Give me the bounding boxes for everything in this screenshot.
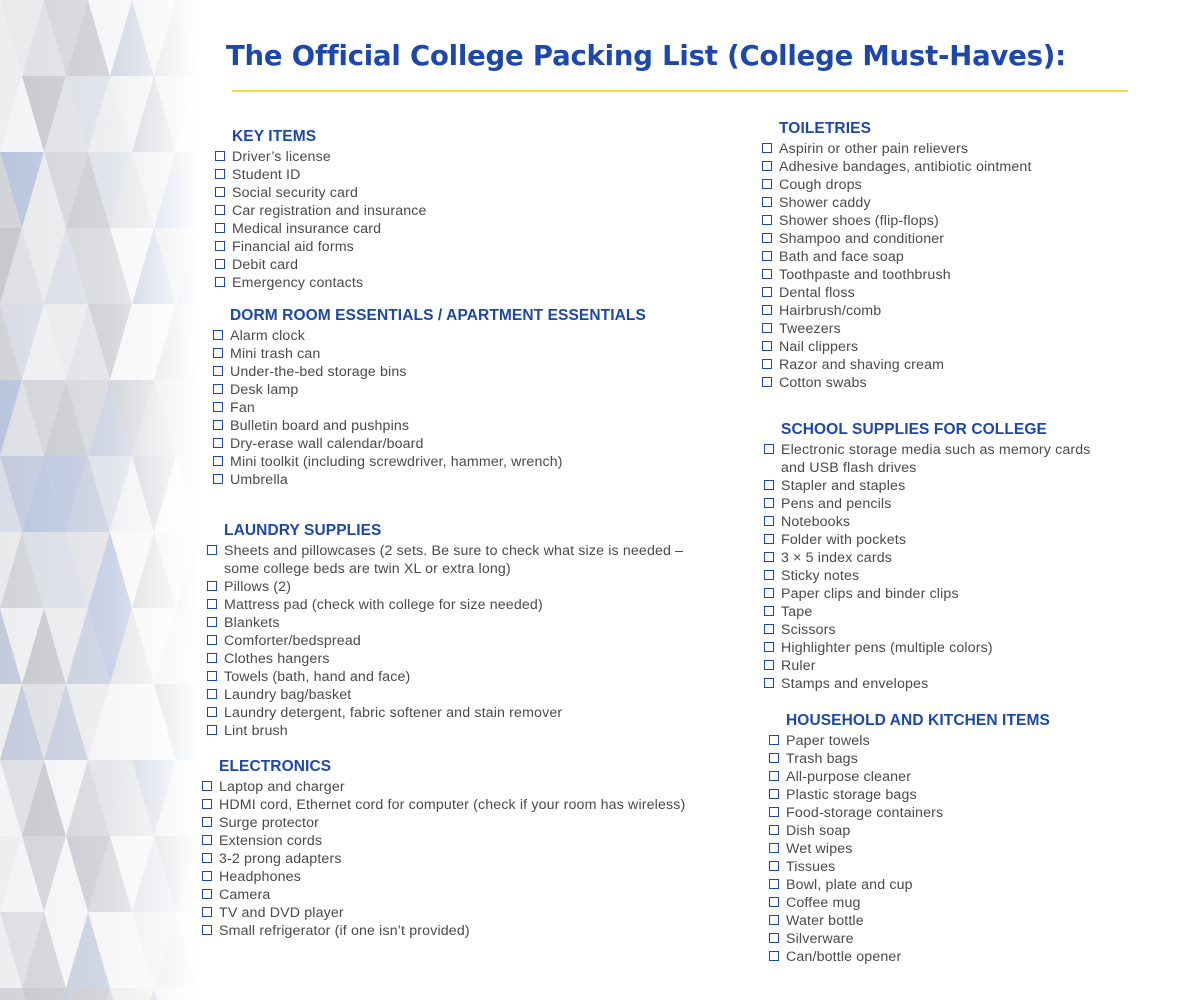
checklist-item bbox=[202, 922, 685, 940]
checklist-item-label: Toothpaste and toothbrush bbox=[779, 267, 951, 283]
checklist-item bbox=[769, 768, 1050, 786]
checklist-item bbox=[764, 639, 1091, 657]
checklist-item-label: Medical insurance card bbox=[232, 221, 382, 237]
checkbox[interactable] bbox=[769, 879, 779, 889]
checklist-item-label: Camera bbox=[219, 887, 271, 903]
checklist-item-label: Stapler and staples bbox=[781, 478, 906, 494]
checklist-item-label: Notebooks bbox=[781, 514, 851, 530]
checkbox[interactable] bbox=[764, 642, 774, 652]
checkbox[interactable] bbox=[762, 305, 772, 315]
checklist-item bbox=[762, 266, 1032, 284]
checkbox[interactable] bbox=[764, 606, 774, 616]
checklist-item bbox=[202, 778, 685, 796]
checklist-item-label: Laptop and charger bbox=[219, 779, 345, 795]
checklist-item bbox=[769, 786, 1050, 804]
checklist-item bbox=[213, 399, 646, 417]
checkbox[interactable] bbox=[213, 330, 223, 340]
checklist-item bbox=[215, 238, 427, 256]
checklist-item bbox=[762, 356, 1032, 374]
checklist-item bbox=[762, 158, 1032, 176]
checklist-item-label: Bowl, plate and cup bbox=[786, 877, 913, 893]
checkbox[interactable] bbox=[213, 438, 223, 448]
checkbox[interactable] bbox=[202, 817, 212, 827]
checkbox[interactable] bbox=[215, 151, 225, 161]
checklist-item-label: Highlighter pens (multiple colors) bbox=[781, 640, 993, 656]
checklist-item-label: Pens and pencils bbox=[781, 496, 892, 512]
checkbox[interactable] bbox=[762, 197, 772, 207]
checklist-item-label: 3 × 5 index cards bbox=[781, 550, 892, 566]
checklist-item bbox=[764, 441, 1091, 459]
checkbox[interactable] bbox=[762, 269, 772, 279]
checklist-item-label: Towels (bath, hand and face) bbox=[224, 669, 411, 685]
checklist bbox=[202, 778, 685, 940]
checklist-item bbox=[207, 578, 683, 596]
checkbox[interactable] bbox=[764, 552, 774, 562]
checkbox[interactable] bbox=[207, 653, 217, 663]
checklist-item-label: Dry-erase wall calendar/board bbox=[230, 436, 424, 452]
checklist-item-label: Under-the-bed storage bins bbox=[230, 364, 407, 380]
checklist-item-label: Ruler bbox=[781, 658, 816, 674]
checklist-item bbox=[762, 302, 1032, 320]
checklist-item bbox=[769, 876, 1050, 894]
checklist-item-label: Paper towels bbox=[786, 733, 870, 749]
checklist-item bbox=[762, 140, 1032, 158]
checkbox[interactable] bbox=[213, 420, 223, 430]
checklist-item bbox=[762, 248, 1032, 266]
checkbox[interactable] bbox=[764, 570, 774, 580]
checklist-item bbox=[215, 166, 427, 184]
checkbox[interactable] bbox=[202, 853, 212, 863]
checkbox[interactable] bbox=[769, 825, 779, 835]
checklist-item bbox=[202, 868, 685, 886]
checkbox[interactable] bbox=[762, 215, 772, 225]
checklist-item bbox=[213, 381, 646, 399]
section-heading: ELECTRONICS bbox=[219, 758, 332, 775]
checklist-item bbox=[762, 212, 1032, 230]
checklist-item-label: Lint brush bbox=[224, 723, 288, 739]
checkbox[interactable] bbox=[202, 925, 212, 935]
checklist-item-label: Shower shoes (flip-flops) bbox=[779, 213, 939, 229]
checkbox[interactable] bbox=[207, 725, 217, 735]
checkbox[interactable] bbox=[764, 498, 774, 508]
checklist-item-label: Wet wipes bbox=[786, 841, 853, 857]
section-household-kitchen bbox=[769, 710, 1050, 966]
checklist-item bbox=[207, 542, 683, 560]
checklist-item bbox=[764, 513, 1091, 531]
checklist-item-label: Stamps and envelopes bbox=[781, 676, 929, 692]
checklist-item-label: Cotton swabs bbox=[779, 375, 867, 391]
checklist-item bbox=[762, 176, 1032, 194]
checklist-item bbox=[769, 750, 1050, 768]
checkbox[interactable] bbox=[762, 233, 772, 243]
checklist bbox=[762, 140, 1032, 392]
checklist-item bbox=[762, 338, 1032, 356]
checklist-item-label: Headphones bbox=[219, 869, 301, 885]
checkbox[interactable] bbox=[762, 323, 772, 333]
checkbox[interactable] bbox=[213, 366, 223, 376]
checklist-item-label: Laundry detergent, fabric softener and stain remover bbox=[224, 705, 563, 721]
checkbox[interactable] bbox=[202, 781, 212, 791]
checklist-item bbox=[764, 531, 1091, 549]
checklist-item-label: Shampoo and conditioner bbox=[779, 231, 945, 247]
checklist-item bbox=[215, 202, 427, 220]
checkbox[interactable] bbox=[202, 871, 212, 881]
checkbox[interactable] bbox=[769, 951, 779, 961]
checklist-item-label: Umbrella bbox=[230, 472, 288, 488]
checklist-item bbox=[764, 675, 1091, 693]
checkbox[interactable] bbox=[207, 635, 217, 645]
checklist-item-label: Fan bbox=[230, 400, 255, 416]
checklist-item bbox=[207, 596, 683, 614]
checklist-item-label: Aspirin or other pain relievers bbox=[779, 141, 969, 157]
checklist-item-label: All-purpose cleaner bbox=[786, 769, 912, 785]
section-laundry-supplies bbox=[207, 520, 683, 740]
checkbox[interactable] bbox=[207, 689, 217, 699]
checklist-item-label: Hairbrush/comb bbox=[779, 303, 882, 319]
checklist-item bbox=[215, 184, 427, 202]
checklist-item-label: Trash bags bbox=[786, 751, 858, 767]
checklist-item-label: 3-2 prong adapters bbox=[219, 851, 342, 867]
checklist-item bbox=[202, 796, 685, 814]
checklist-item-label: Dish soap bbox=[786, 823, 851, 839]
checklist-item-label: Sticky notes bbox=[781, 568, 860, 584]
section-heading: HOUSEHOLD AND KITCHEN ITEMS bbox=[786, 712, 1050, 729]
section-heading: LAUNDRY SUPPLIES bbox=[224, 522, 382, 539]
checkbox[interactable] bbox=[762, 359, 772, 369]
checkbox[interactable] bbox=[207, 581, 217, 591]
checklist-item bbox=[769, 840, 1050, 858]
checklist-item bbox=[215, 274, 427, 292]
checkbox[interactable] bbox=[764, 624, 774, 634]
checkbox[interactable] bbox=[202, 835, 212, 845]
checklist-item-label: Car registration and insurance bbox=[232, 203, 427, 219]
checkbox[interactable] bbox=[769, 807, 779, 817]
checkbox[interactable] bbox=[762, 143, 772, 153]
checklist-item-label: Laundry bag/basket bbox=[224, 687, 352, 703]
checklist-item-label: Adhesive bandages, antibiotic ointment bbox=[779, 159, 1032, 175]
checklist-item bbox=[215, 220, 427, 238]
checklist-item bbox=[207, 704, 683, 722]
checklist-item bbox=[769, 930, 1050, 948]
checklist-item bbox=[762, 194, 1032, 212]
checklist-item-label: Tissues bbox=[786, 859, 836, 875]
checkbox[interactable] bbox=[762, 251, 772, 261]
checklist-item bbox=[764, 603, 1091, 621]
checklist-item-label: Coffee mug bbox=[786, 895, 861, 911]
checklist bbox=[764, 441, 1091, 693]
checkbox[interactable] bbox=[769, 843, 779, 853]
checklist-item-label: Plastic storage bags bbox=[786, 787, 917, 803]
pattern-fade-overlay bbox=[0, 0, 200, 1000]
checklist-item bbox=[207, 650, 683, 668]
checklist-item bbox=[769, 948, 1050, 966]
checklist-item-label: some college beds are twin XL or extra long) bbox=[224, 561, 511, 577]
checklist-item-label: and USB flash drives bbox=[781, 460, 917, 476]
checklist-item-label: Mini trash can bbox=[230, 346, 321, 362]
checklist-item bbox=[764, 621, 1091, 639]
checklist-item bbox=[762, 284, 1032, 302]
checklist-item bbox=[213, 435, 646, 453]
checkbox[interactable] bbox=[762, 179, 772, 189]
checklist-item bbox=[762, 320, 1032, 338]
checklist-item bbox=[762, 374, 1032, 392]
checklist-item-label: Tape bbox=[781, 604, 813, 620]
checklist-item bbox=[764, 657, 1091, 675]
checkbox[interactable] bbox=[769, 915, 779, 925]
checklist-item bbox=[207, 632, 683, 650]
checklist-item-label: Folder with pockets bbox=[781, 532, 907, 548]
checklist-item-label: Surge protector bbox=[219, 815, 320, 831]
geometric-pattern-background bbox=[0, 0, 200, 1000]
checklist-item bbox=[202, 904, 685, 922]
section-key-items bbox=[215, 126, 427, 292]
checkbox[interactable] bbox=[202, 889, 212, 899]
checklist-item bbox=[202, 814, 685, 832]
section-electronics bbox=[202, 756, 685, 940]
checklist-item-label: HDMI cord, Ethernet cord for computer (check if your room has wireless) bbox=[219, 797, 686, 813]
checkbox[interactable] bbox=[762, 287, 772, 297]
section-heading: DORM ROOM ESSENTIALS / APARTMENT ESSENTIALS bbox=[230, 307, 646, 324]
checkbox[interactable] bbox=[764, 660, 774, 670]
checkbox[interactable] bbox=[213, 402, 223, 412]
checkbox[interactable] bbox=[762, 377, 772, 387]
checklist-item-label: Alarm clock bbox=[230, 328, 305, 344]
checklist-item-label: Nail clippers bbox=[779, 339, 859, 355]
section-heading: SCHOOL SUPPLIES FOR COLLEGE bbox=[781, 421, 1047, 438]
checklist-item-label: Paper clips and binder clips bbox=[781, 586, 959, 602]
checklist-item bbox=[207, 614, 683, 632]
checklist-item-label: Mini toolkit (including screwdriver, hammer, wrench) bbox=[230, 454, 563, 470]
checklist-item-label: Emergency contacts bbox=[232, 275, 364, 291]
checkbox[interactable] bbox=[213, 474, 223, 484]
checklist-item bbox=[202, 850, 685, 868]
checkbox[interactable] bbox=[769, 735, 779, 745]
checklist bbox=[769, 732, 1050, 966]
checklist bbox=[215, 148, 427, 292]
checklist-item-label: Mattress pad (check with college for size needed) bbox=[224, 597, 543, 613]
checklist-item bbox=[207, 686, 683, 704]
checklist-item bbox=[213, 471, 646, 489]
checklist-item-label: Scissors bbox=[781, 622, 836, 638]
section-toiletries bbox=[762, 118, 1032, 392]
checkbox[interactable] bbox=[769, 789, 779, 799]
checkbox[interactable] bbox=[207, 599, 217, 609]
checkbox[interactable] bbox=[769, 897, 779, 907]
checkbox[interactable] bbox=[207, 671, 217, 681]
checkbox[interactable] bbox=[764, 444, 774, 454]
section-heading: TOILETRIES bbox=[779, 120, 872, 137]
checkbox[interactable] bbox=[762, 161, 772, 171]
checklist-item-label: Bulletin board and pushpins bbox=[230, 418, 410, 434]
checkbox[interactable] bbox=[215, 277, 225, 287]
checklist-item bbox=[213, 363, 646, 381]
checklist-item bbox=[764, 477, 1091, 495]
section-heading: KEY ITEMS bbox=[232, 128, 317, 145]
checkbox[interactable] bbox=[215, 169, 225, 179]
checklist-item bbox=[764, 495, 1091, 513]
checklist-item-label: Financial aid forms bbox=[232, 239, 354, 255]
checklist-item bbox=[764, 585, 1091, 603]
checkbox[interactable] bbox=[207, 617, 217, 627]
checkbox[interactable] bbox=[764, 516, 774, 526]
checklist-item-label: Food-storage containers bbox=[786, 805, 944, 821]
checklist-item bbox=[764, 459, 1091, 477]
checklist-item-label: Student ID bbox=[232, 167, 301, 183]
checklist-item bbox=[764, 567, 1091, 585]
checklist-item bbox=[215, 148, 427, 166]
checklist-item bbox=[215, 256, 427, 274]
checklist-item bbox=[769, 804, 1050, 822]
checklist-item-label: Small refrigerator (if one isn’t provided) bbox=[219, 923, 470, 939]
checkbox[interactable] bbox=[207, 707, 217, 717]
checklist-item-label: Dental floss bbox=[779, 285, 855, 301]
checklist-item bbox=[207, 722, 683, 740]
checklist-item bbox=[213, 345, 646, 363]
checkbox[interactable] bbox=[207, 545, 217, 555]
checkbox[interactable] bbox=[769, 753, 779, 763]
checklist-item bbox=[769, 912, 1050, 930]
checklist-item bbox=[213, 417, 646, 435]
checkbox[interactable] bbox=[202, 799, 212, 809]
checkbox[interactable] bbox=[215, 259, 225, 269]
checklist-item-label: Pillows (2) bbox=[224, 579, 292, 595]
checklist-item-label: Razor and shaving cream bbox=[779, 357, 945, 373]
checklist-item bbox=[213, 453, 646, 471]
checklist-item bbox=[769, 822, 1050, 840]
checklist-item-label: Extension cords bbox=[219, 833, 323, 849]
section-dorm-room-essentials bbox=[213, 305, 646, 489]
checklist-item bbox=[764, 549, 1091, 567]
checkbox[interactable] bbox=[202, 907, 212, 917]
checklist-item bbox=[202, 886, 685, 904]
checklist-item bbox=[769, 732, 1050, 750]
checklist-item bbox=[762, 230, 1032, 248]
checklist-item-label: Bath and face soap bbox=[779, 249, 904, 265]
page-title: The Official College Packing List (College Must-Haves): bbox=[226, 40, 1066, 72]
checklist-item-label: Water bottle bbox=[786, 913, 864, 929]
checkbox[interactable] bbox=[213, 456, 223, 466]
checklist-item bbox=[207, 560, 683, 578]
checklist-item-label: Can/bottle opener bbox=[786, 949, 902, 965]
checkbox[interactable] bbox=[213, 384, 223, 394]
checkbox[interactable] bbox=[215, 241, 225, 251]
checklist-item bbox=[769, 858, 1050, 876]
checklist-item-label: Clothes hangers bbox=[224, 651, 330, 667]
checklist-item-label: TV and DVD player bbox=[219, 905, 344, 921]
checklist-item bbox=[207, 668, 683, 686]
checklist-item bbox=[202, 832, 685, 850]
checklist-item-label: Driver’s license bbox=[232, 149, 331, 165]
section-school-supplies bbox=[764, 419, 1091, 693]
checklist-item-label: Tweezers bbox=[779, 321, 841, 337]
checklist-item bbox=[213, 327, 646, 345]
checkbox[interactable] bbox=[762, 341, 772, 351]
checkbox[interactable] bbox=[215, 223, 225, 233]
title-underline bbox=[232, 90, 1128, 92]
checklist bbox=[213, 327, 646, 489]
checklist-item-label: Silverware bbox=[786, 931, 854, 947]
checkbox[interactable] bbox=[215, 205, 225, 215]
checklist-item-label: Shower caddy bbox=[779, 195, 871, 211]
checkbox[interactable] bbox=[764, 534, 774, 544]
checkbox[interactable] bbox=[769, 861, 779, 871]
checkbox[interactable] bbox=[764, 480, 774, 490]
checkbox[interactable] bbox=[769, 933, 779, 943]
checkbox[interactable] bbox=[213, 348, 223, 358]
checklist bbox=[207, 542, 683, 740]
checklist-item-label: Comforter/bedspread bbox=[224, 633, 361, 649]
checkbox[interactable] bbox=[764, 678, 774, 688]
checklist-item-label: Electronic storage media such as memory cards bbox=[781, 442, 1091, 458]
checklist-item-label: Sheets and pillowcases (2 sets. Be sure to check what size is needed – bbox=[224, 543, 684, 559]
checklist-item-label: Blankets bbox=[224, 615, 280, 631]
checkbox[interactable] bbox=[215, 187, 225, 197]
checklist-item-label: Social security card bbox=[232, 185, 359, 201]
checklist-item bbox=[769, 894, 1050, 912]
checklist-item-label: Desk lamp bbox=[230, 382, 299, 398]
checkbox[interactable] bbox=[769, 771, 779, 781]
checkbox[interactable] bbox=[764, 588, 774, 598]
checklist-item-label: Cough drops bbox=[779, 177, 862, 193]
checklist-item-label: Debit card bbox=[232, 257, 299, 273]
